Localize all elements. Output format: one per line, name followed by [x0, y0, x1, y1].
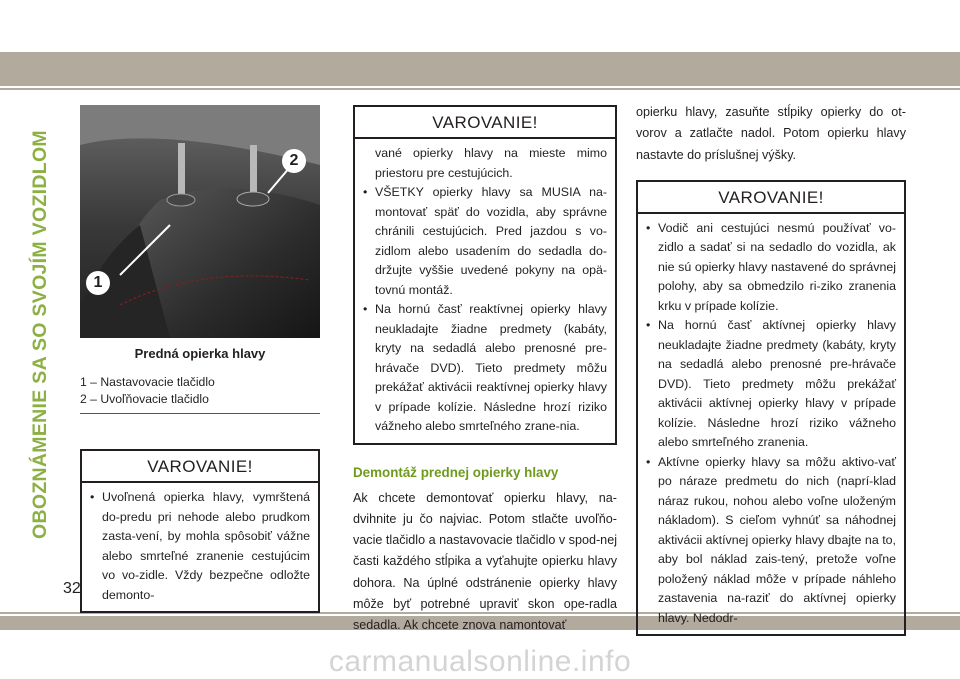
- warning-title: VAROVANIE!: [355, 107, 615, 139]
- column-right: [636, 105, 906, 636]
- warning-title: VAROVANIE!: [638, 182, 904, 214]
- legend-rule: [80, 413, 320, 414]
- page-number: 32: [63, 580, 81, 597]
- legend-item: 1 – Nastavovacie tlačidlo: [80, 375, 215, 389]
- warning-item: • Na hornú časť aktívnej opierky hlavy neukladajte žiadne predmety (kabáty, kryty na sedadlá alebo prenosné pre-hrávače DVD). Tieto predmety môžu prekážať aktivácii aktívnej opierky hlavy v prípade kolízie. Následne hrozí riziko vážneho alebo smrteľného zranenia.: [646, 316, 896, 453]
- callout-2: 2: [289, 152, 299, 169]
- warning-item: • Uvoľnená opierka hlavy, vymrštená do-predu pri nehode alebo prudkom zasta-vení, by mohla spôsobiť vážne alebo smrteľné zranenie cestujúcim vo vo-zidle. Vždy bezpečne odložte demonto-: [90, 488, 310, 605]
- side-chapter-title: OBOZNÁMENIE SA SO SVOJÍM VOZIDLOM: [28, 129, 51, 539]
- legend-item: 2 – Uvoľňovacie tlačidlo: [80, 392, 209, 406]
- column-middle: [353, 105, 617, 637]
- warning-box-2: [353, 105, 617, 445]
- warning-item: • Vodič ani cestujúci nesmú používať vo-zidlo a sadať si na sedadlo do vozidla, ak nie sú opierky hlavy nastavené do správnej polohy, aby sa obmedzilo ri-ziko zranenia krku v prípade kolízie.: [646, 219, 896, 317]
- callout-1: 1: [93, 274, 103, 291]
- figure-legend: [80, 374, 320, 408]
- warning-item: • Na hornú časť reaktívnej opierky hlavy neukladajte žiadne predmety (kabáty, kryty na sedadlá alebo prenosné pre-hrávače DVD). Tieto predmety môžu prekážať aktivácii reaktívnej opierky hlavy v prípade kolízie. Následne hrozí riziko vážneho alebo smrteľného zrane-nia.: [363, 300, 607, 437]
- warning-item: • VŠETKY opierky hlavy sa MUSIA na-montovať späť do vozidla, aby správne chránili cestujúcich. Pred jazdou s vo-zidlom alebo usadením do sedadla do-držujte vyššie uvedené pokyny na opä-tovnú montáž.: [363, 183, 607, 300]
- column-left: [80, 105, 320, 613]
- header-band: [0, 52, 960, 86]
- header-rule: [0, 88, 960, 90]
- warning-body: [638, 214, 904, 635]
- headrest-photo: [80, 105, 320, 338]
- section-heading: Demontáž prednej opierky hlavy: [353, 464, 559, 480]
- warning-body: [82, 483, 318, 611]
- figure-caption: Predná opierka hlavy: [134, 346, 266, 361]
- watermark-text: carmanualsonline.info: [328, 645, 632, 678]
- continued-paragraph: opierku hlavy, zasuňte stĺpiky opierky do ot-vorov a zatlačte nadol. Potom opierku hlavy nastavte do príslušnej výšky.: [636, 105, 906, 162]
- warning-item: • Aktívne opierky hlavy sa môžu aktivo-vať po náraze predmetu do nich (naprí-klad náraz rukou, nohou alebo voľne uloženým nákladom). S cieľom vyhnúť sa náhodnej aktivácii aktívnej opierky hlavy dbajte na to, aby bol náklad zais-tený, pretože voľne položený náklad môže v prípade náhleho zastavenia na-raziť do aktívnej opierky hlavy. Nedodr-: [646, 453, 896, 629]
- section-paragraph: Ak chcete demontovať opierku hlavy, na-dvihnite ju čo najviac. Potom stlačte uvoľňo-vacie tlačidlo a nastavovacie tlačidlo v spod-nej časti každého stĺpika a vyťahujte opierku hlavy dohora. Na úplné odstránenie opierky hlavy môže byť potrebné upraviť skon ope-radla sedadla. Ak chcete znova namontovať: [353, 490, 617, 633]
- warning-continuation: vané opierky hlavy na mieste mimo priestoru pre cestujúcich.: [375, 146, 607, 180]
- warning-box-1: [80, 449, 320, 613]
- warning-body: [355, 139, 615, 443]
- warning-box-3: [636, 180, 906, 637]
- warning-title: VAROVANIE!: [82, 451, 318, 483]
